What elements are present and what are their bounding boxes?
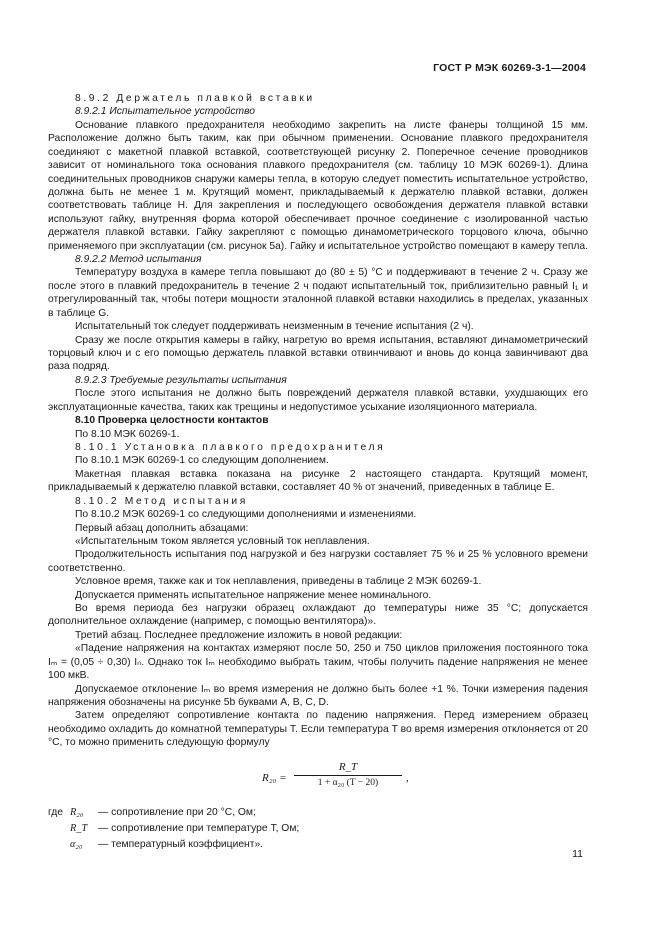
formula-numerator: R_T: [294, 761, 402, 776]
definition-row: [48, 838, 588, 854]
paragraph: Основание плавкого предохранителя необходимо закрепить на листе фанеры толщиной 15 мм. Расположение должно быть таким, как при обычном применении. Основание плавкого предохранителя соединяют с макетной плавкой вставкой, соответствующей рисунку 2. Поперечное сечение проводников зависит от номинального тока основания плавкого предохранителя (см. таблицу 10 МЭК 60269-1). Длина соединительных проводников снаружи камеры тепла, в которую следует поместить испытательное устройство, должна быть не менее 1 м. Крутящий момент, прикладываемый к держателю плавкой вставки, должен соответствовать таблице H. Для закрепления и последующего освобождения держателя плавкой вставки используют гайку, внутренняя форма которой обеспечивает прочное соединение с изолированной частью держателя плавкой вставки. Гайку закрепляют с помощью динамометрического торцового ключа, обычно применяемого при эксплуатации (см. рисунок 5а). Гайку и испытательное устройство помещают в камеру тепла.: [48, 119, 589, 252]
formula-lhs: R₂₀ =: [262, 771, 287, 784]
document-body: [48, 92, 588, 854]
paragraph: По 8.10 МЭК 60269-1.: [75, 428, 180, 440]
paragraph: Во время периода без нагрузки образец охлаждают до температуры ниже 35 °С; допускается дополнительное охлаждение (например, с помощью вентилятора)».: [48, 603, 588, 628]
resistance-formula: [48, 756, 588, 800]
paragraph: Макетная плавкая вставка показана на рисунке 2 настоящего стандарта. Крутящий момент, прикладываемый к держателю плавкой вставки, составляет 40 % от значений, приведенных в таблице E.: [48, 468, 588, 494]
definition-row: [48, 822, 588, 838]
paragraph: Допускается применять испытательное напряжение менее номинального.: [75, 589, 432, 601]
paragraph: Условное время, также как и ток неплавления, приведены в таблице 2 МЭК 60269-1.: [75, 576, 482, 588]
definition-symbol: α₂₀: [70, 838, 83, 850]
page-number: 11: [572, 848, 583, 860]
paragraph: 8.9.2 Держатель плавкой вставки: [75, 93, 315, 104]
paragraph: Температуру воздуха в камере тепла повышают до (80 ± 5) °С и поддерживают в течение 2 ч. Сразу же после этого в плавкий предохранитель в течение 2 ч подают испытательный ток, приблизительно равный I₁ и отрегулированный так, чтобы потери мощности эталонной плавкой вставки находились в пределах, указанных в таблице G.: [48, 267, 588, 319]
formula-denominator: 1 + α₂₀ (T − 20): [317, 778, 379, 789]
paragraph: Третий абзац. Последнее предложение изложить в новой редакции:: [75, 629, 403, 641]
paragraph: 8.10.2 Метод испытания: [75, 495, 248, 507]
paragraph: «Испытательным током является условный ток неплавления.: [75, 535, 370, 547]
definition-text: — сопротивление при температуре T, Ом;: [98, 822, 300, 834]
standard-code-header: ГОСТ Р МЭК 60269-3-1—2004: [433, 62, 586, 74]
paragraph: По 8.10.1 МЭК 60269-1 со следующим дополнением.: [75, 455, 329, 467]
paragraph: После этого испытания не должно быть повреждений держателя плавкой вставки, ухудшающих его эксплуатационные качества, таких как трещины и недопустимое усыхание изоляционного материала.: [48, 388, 588, 413]
definition-text: — температурный коэффициент».: [98, 838, 264, 850]
symbol-definitions: [48, 806, 588, 854]
definition-text: — сопротивление при 20 °С, Ом;: [98, 806, 256, 818]
paragraph: Испытательный ток следует поддерживать неизменным в течение испытания (2 ч).: [75, 321, 474, 333]
paragraph: 8.9.2.1 Испытательное устройство: [75, 106, 255, 118]
paragraph: Первый абзац дополнить абзацами:: [75, 522, 249, 534]
definition-symbol: R_T: [70, 822, 88, 834]
paragraph: 8.9.2.2 Метод испытания: [75, 254, 202, 266]
paragraph: 8.10.1 Установка плавкого предохранителя: [75, 441, 386, 453]
paragraph: Сразу же после открытия камеры в гайку, нагретую во время испытания, вставляют динамометрический торцовый ключ и с его помощью держатель плавкой вставки отвинчивают и вновь до конца завинчивают два раза подряд.: [48, 334, 588, 373]
paragraph: Продолжительность испытания под нагрузкой и без нагрузки составляет 75 % и 25 % условного времени соответственно.: [48, 549, 588, 574]
formula-tail: ,: [406, 771, 409, 784]
definition-lead: где: [48, 806, 64, 818]
paragraph: Допускаемое отклонение Iₘ во время измерения не должно быть более +1 %. Точки измерения падения напряжения обозначены на рисунке 5b буквами A, B, C, D.: [48, 683, 588, 708]
paragraph: Затем определяют сопротивление контакта по падению напряжения. Перед измерением образец необходимо охладить до комнатной температуры T. Если температура T во время измерения отклоняется от 20 °С, то можно применить следующую формулу: [48, 710, 588, 749]
paragraph: «Падение напряжения на контактах измеряют после 50, 250 и 750 циклов приложения постоянного тока Iₘ = (0,05 ÷ 0,30) Iₙ. Однако ток Iₘ необходимо выбрать таким, чтобы получить падение напряжения не менее 100 мкВ.: [48, 643, 588, 682]
formula-fraction: [294, 761, 402, 791]
paragraph: По 8.10.2 МЭК 60269-1 со следующими дополнениями и изменениями.: [75, 509, 417, 521]
definition-symbol: R₂₀: [70, 806, 84, 818]
paragraph-list: [48, 92, 588, 750]
paragraph: 8.10 Проверка целостности контактов: [75, 415, 269, 427]
paragraph: 8.9.2.3 Требуемые результаты испытания: [75, 374, 287, 386]
definition-row: [48, 806, 588, 822]
